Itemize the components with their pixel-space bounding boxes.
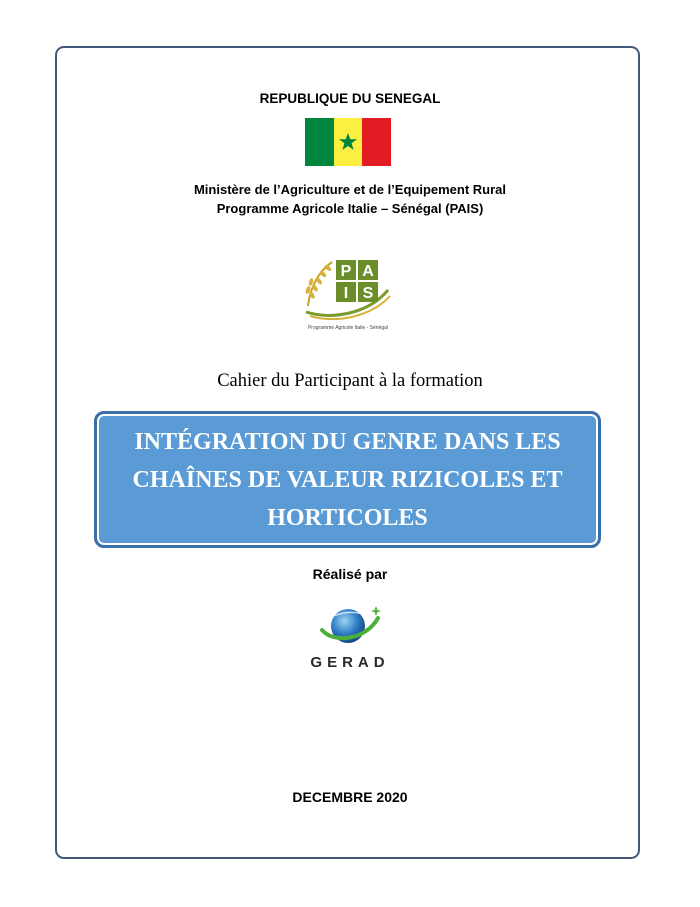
senegal-flag-icon bbox=[305, 118, 391, 166]
ministry-block bbox=[0, 180, 700, 218]
pais-letter: A bbox=[362, 263, 374, 280]
document-date: DECEMBRE 2020 bbox=[292, 789, 408, 805]
gerad-globe-icon bbox=[300, 604, 400, 674]
flag-star-icon bbox=[305, 118, 391, 166]
pais-letter: P bbox=[340, 263, 352, 280]
title-box bbox=[94, 411, 601, 548]
pais-logo bbox=[302, 250, 394, 332]
document-subtitle: Cahier du Participant à la formation bbox=[217, 371, 483, 391]
program-name: Programme Agricole Italie – Sénégal (PAIS) bbox=[216, 201, 484, 216]
ministry-name: Ministère de l’Agriculture et de l’Equipement Rural bbox=[193, 182, 507, 197]
pais-caption: Programme Agricole Italie - Sénégal bbox=[307, 325, 389, 331]
pais-letter: I bbox=[343, 285, 349, 302]
document-title: INTÉGRATION DU GENRE DANS LES CHAÎNES DE VALEUR RIZICOLES ET HORTICOLES bbox=[132, 428, 563, 531]
made-by-label: Réalisé par bbox=[312, 566, 388, 582]
pais-letter: S bbox=[362, 285, 374, 302]
country-name: REPUBLIQUE DU SENEGAL bbox=[259, 91, 441, 106]
gerad-name: GERAD bbox=[310, 654, 390, 671]
